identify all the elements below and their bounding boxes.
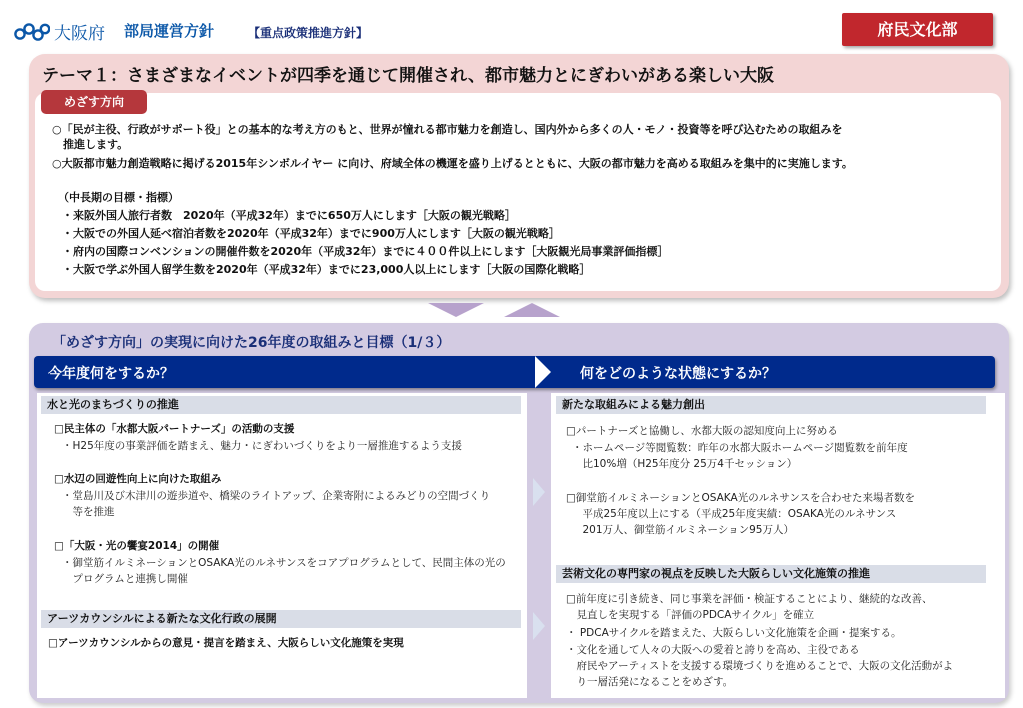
goal-line: ○大阪都市魅力創造戦略に掲げる2015年シンボルイヤー に向け、府域全体の機運を盛り上げるとともに、大阪の都市魅力を高める取組みを集中的に実施します。 <box>52 157 853 170</box>
section-heading: 芸術文化の専門家の視点を反映した大阪らしい文化施策の推進 <box>556 565 986 583</box>
action-detail: 等を推進 <box>62 506 115 518</box>
right-column-header: 何をどのような状態にするか？ <box>580 366 776 382</box>
target-item: ・府内の国際コンベンションの開催件数を2020年（平成32年）までに４００件以上にします［大阪観光局事業評価指標］ <box>62 245 669 258</box>
actions-title: 「めざす方向」の実現に向けた26年度の取組みと目標（1/３） <box>52 335 451 351</box>
goal-detail: 平成25年度以上にする（平成25年度実績：OSAKA光のルネサンス <box>572 508 897 520</box>
arrow-down-icon <box>428 303 484 317</box>
section-heading: 新たな取組みによる魅力創出 <box>556 396 986 414</box>
action-item: □水辺の回遊性向上に向けた取組み <box>54 473 222 485</box>
doc-subtitle: 【重点政策推進方針】 <box>248 26 369 40</box>
target-item: ・大阪で学ぶ外国人留学生数を2020年（平成32年）までに23,000人以上にします［大阪の国際化戦略］ <box>62 263 591 276</box>
action-item: □アーツカウンシルからの意見・提言を踏まえ、大阪らしい文化施策を実現 <box>48 637 404 649</box>
goal-detail: 比10%増（H25年度分 25万4千セッション） <box>572 458 798 470</box>
target-item: ・大阪での外国人延べ宿泊者数を2020年（平成32年）までに900万人にします［大阪の観光戦略］ <box>62 227 560 240</box>
theme-title: テーマ１：さまざまなイベントが四季を通じて開催され、都市魅力とにぎわいがある楽しい大阪 <box>42 66 775 86</box>
targets-heading: （中長期の目標・指標） <box>58 191 179 204</box>
goal-detail: 見直しを実現する「評価のPDCAサイクル」を確立 <box>566 609 815 621</box>
chevron-right-icon <box>533 478 545 506</box>
goal-direction-tab: めざす方向 <box>41 90 147 114</box>
arrow-up-icon <box>504 303 560 317</box>
column-header-bar <box>34 356 995 388</box>
osaka-logo-icon <box>14 22 50 44</box>
action-detail: プログラムと連携し開催 <box>62 573 188 585</box>
action-detail: ・H25年度の事業評価を踏まえ、魅力・にぎわいづくりをより一層推進するよう支援 <box>62 440 462 452</box>
action-item: □「大阪・光の饗宴2014」の開催 <box>54 540 220 552</box>
doc-title: 部局運営方針 <box>124 22 215 40</box>
action-item: □民主体の「水都大阪パートナーズ」の活動の支援 <box>54 423 295 435</box>
goal-detail: ・ホームページ等閲覧数：昨年の水都大阪ホームページ閲覧数を前年度 <box>572 442 908 454</box>
goal-detail: □御堂筋イルミネーションとOSAKA光のルネサンスを合わせた来場者数を <box>566 492 916 504</box>
goal-detail: 府民やアーティストを支援する環境づくりを進めることで、大阪の文化活動がよ <box>566 660 954 672</box>
goal-line: ○「民が主役、行政がサポート役」との基本的な考え方のもと、世界が憧れる都市魅力を創造し、国内外から多くの人・モノ・投資等を呼び込むための取組みを <box>52 123 843 136</box>
section-heading: 水と光のまちづくりの推進 <box>41 396 521 414</box>
goal-detail: □パートナーズと協働し、水都大阪の認知度向上に努める <box>566 425 838 437</box>
action-detail: ・堂島川及び木津川の遊歩道や、橋梁のライトアップ、企業寄附によるみどりの空間づくり <box>62 490 491 502</box>
goal-detail: □前年度に引き続き、同じ事業を評価・検証することにより、継続的な改善、 <box>566 593 933 605</box>
action-detail: ・御堂筋イルミネーションとOSAKA光のルネサンスをコアプログラムとして、民間主体の光の <box>62 557 506 569</box>
goal-detail: ・ PDCAサイクルを踏まえた、大阪らしい文化施策を企画・提案する。 <box>566 627 902 639</box>
goal-detail: ・文化を通して人々の大阪への愛着と誇りを高め、主役である <box>566 644 860 656</box>
chevron-right-icon <box>533 612 545 640</box>
target-item: ・来阪外国人旅行者数 2020年（平成32年）までに650万人にします［大阪の観光戦略］ <box>62 209 516 222</box>
department-badge: 府民文化部 <box>842 13 993 46</box>
goal-detail: り一層活発になることをめざす。 <box>566 676 734 688</box>
org-name: 大阪府 <box>54 24 105 44</box>
section-heading: アーツカウンシルによる新たな文化行政の展開 <box>41 610 521 628</box>
left-column-header: 今年度何をするか？ <box>48 366 174 382</box>
arrow-right-icon <box>535 356 551 388</box>
goal-detail: 201万人、御堂筋イルミネーション95万人） <box>572 524 794 536</box>
goal-line: 推進します。 <box>52 138 129 151</box>
